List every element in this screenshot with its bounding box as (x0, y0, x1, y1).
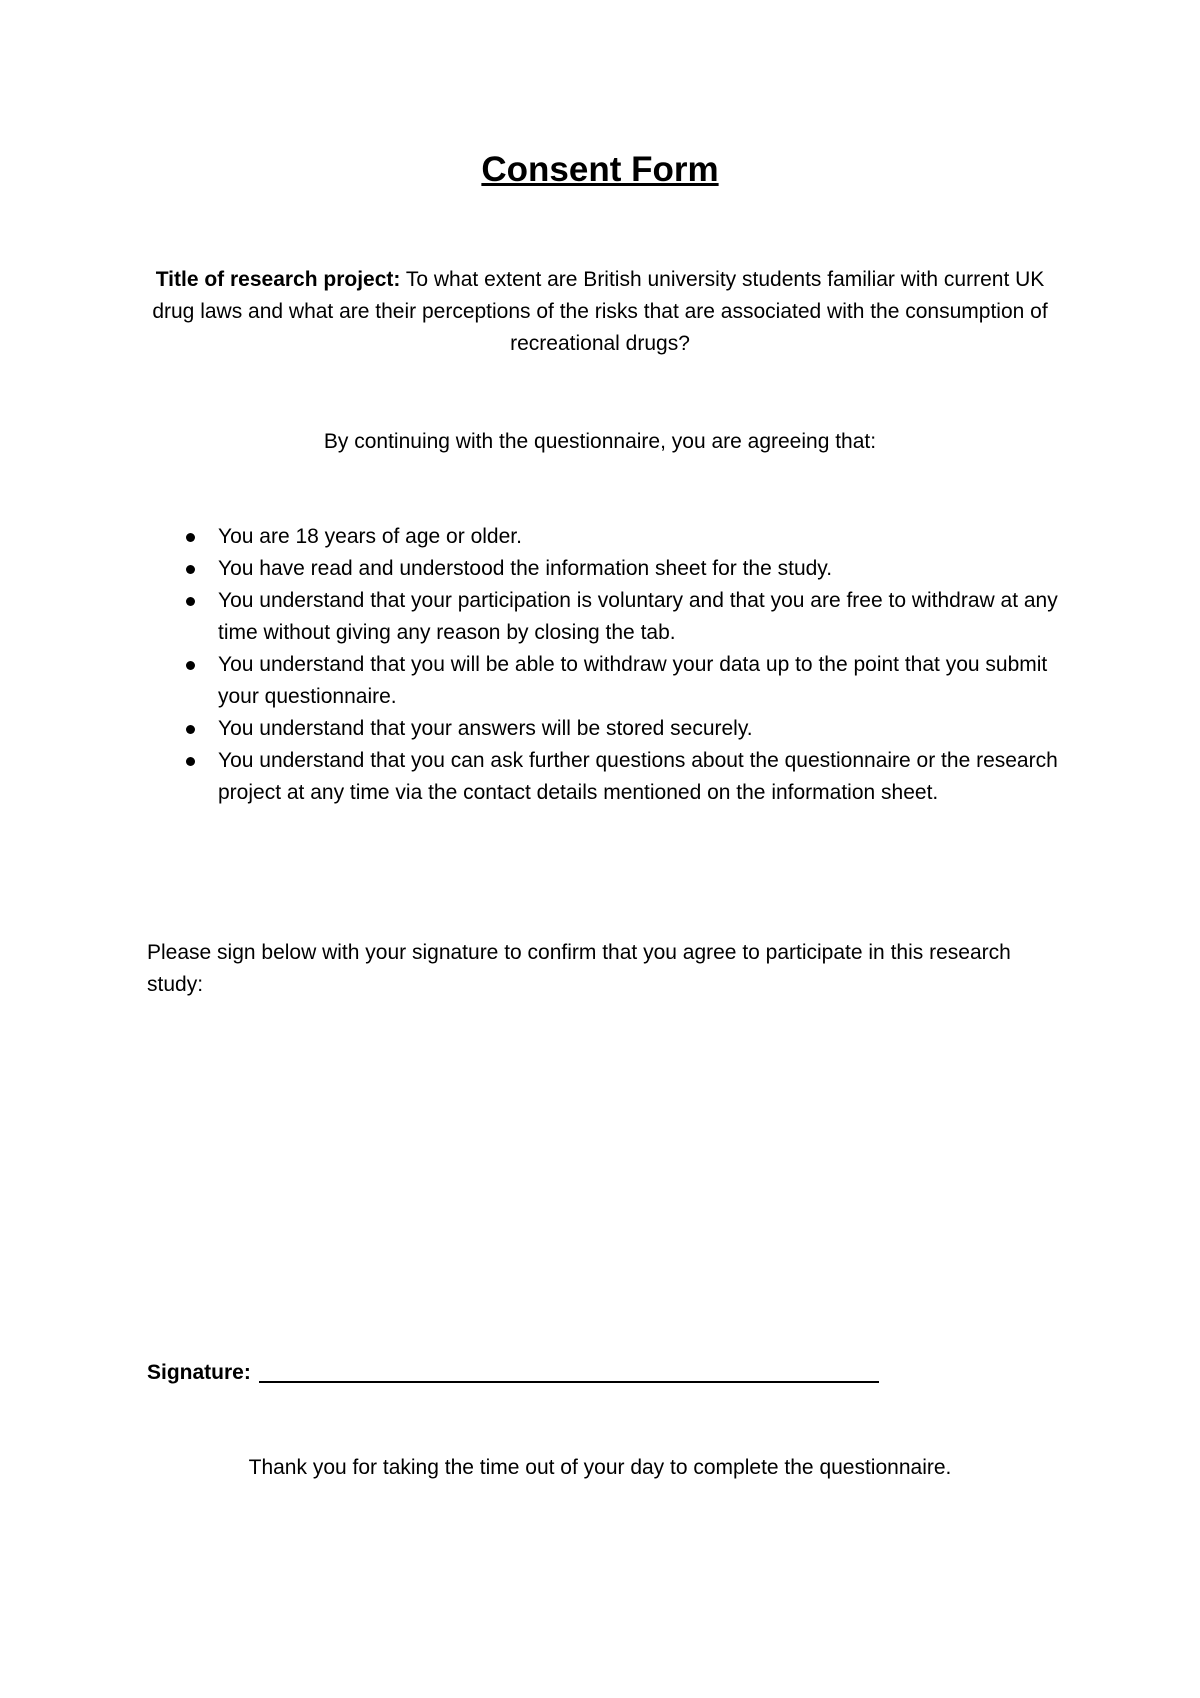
project-title-label: Title of research project: (155, 268, 401, 291)
list-item (146, 649, 1066, 713)
list-item (146, 745, 1066, 809)
list-item-text: You understand that you can ask further questions about the questionnaire or the research project at any time via the contact details mentioned on the information sheet. (218, 749, 1058, 804)
bullet-icon (186, 661, 195, 670)
project-title (135, 264, 1065, 360)
bullet-icon (186, 597, 195, 606)
list-item (146, 521, 1066, 553)
bullet-icon (186, 533, 195, 542)
list-item-text: You understand that your participation is voluntary and that you are free to withdraw at any time without giving any reason by closing the tab. (218, 589, 1058, 644)
page-title: Consent Form (481, 150, 719, 189)
agreement-intro: By continuing with the questionnaire, you are agreeing that: (323, 430, 877, 453)
signature-line[interactable] (259, 1381, 879, 1383)
project-title-text: To what extent are British university students familiar with current UK drug laws and what are their perceptions of the risks that are associated with the consumption of recreational drugs? (152, 268, 1048, 355)
sign-instruction: Please sign below with your signature to confirm that you agree to participate in this research study: (147, 941, 1011, 996)
list-item-text: You have read and understood the information sheet for the study. (218, 557, 833, 580)
list-item-text: You understand that you will be able to withdraw your data up to the point that you submit your questionnaire. (218, 653, 1048, 708)
agreement-list (146, 521, 1066, 809)
signature-label: Signature: (147, 1361, 251, 1384)
list-item (146, 553, 1066, 585)
list-item-text: You are 18 years of age or older. (218, 525, 522, 548)
bullet-icon (186, 565, 195, 574)
list-item (146, 585, 1066, 649)
bullet-icon (186, 757, 195, 766)
list-item-text: You understand that your answers will be stored securely. (218, 717, 753, 740)
signature-row (147, 1357, 879, 1389)
list-item (146, 713, 1066, 745)
bullet-icon (186, 725, 195, 734)
thank-you-note: Thank you for taking the time out of your day to complete the questionnaire. (248, 1456, 952, 1479)
